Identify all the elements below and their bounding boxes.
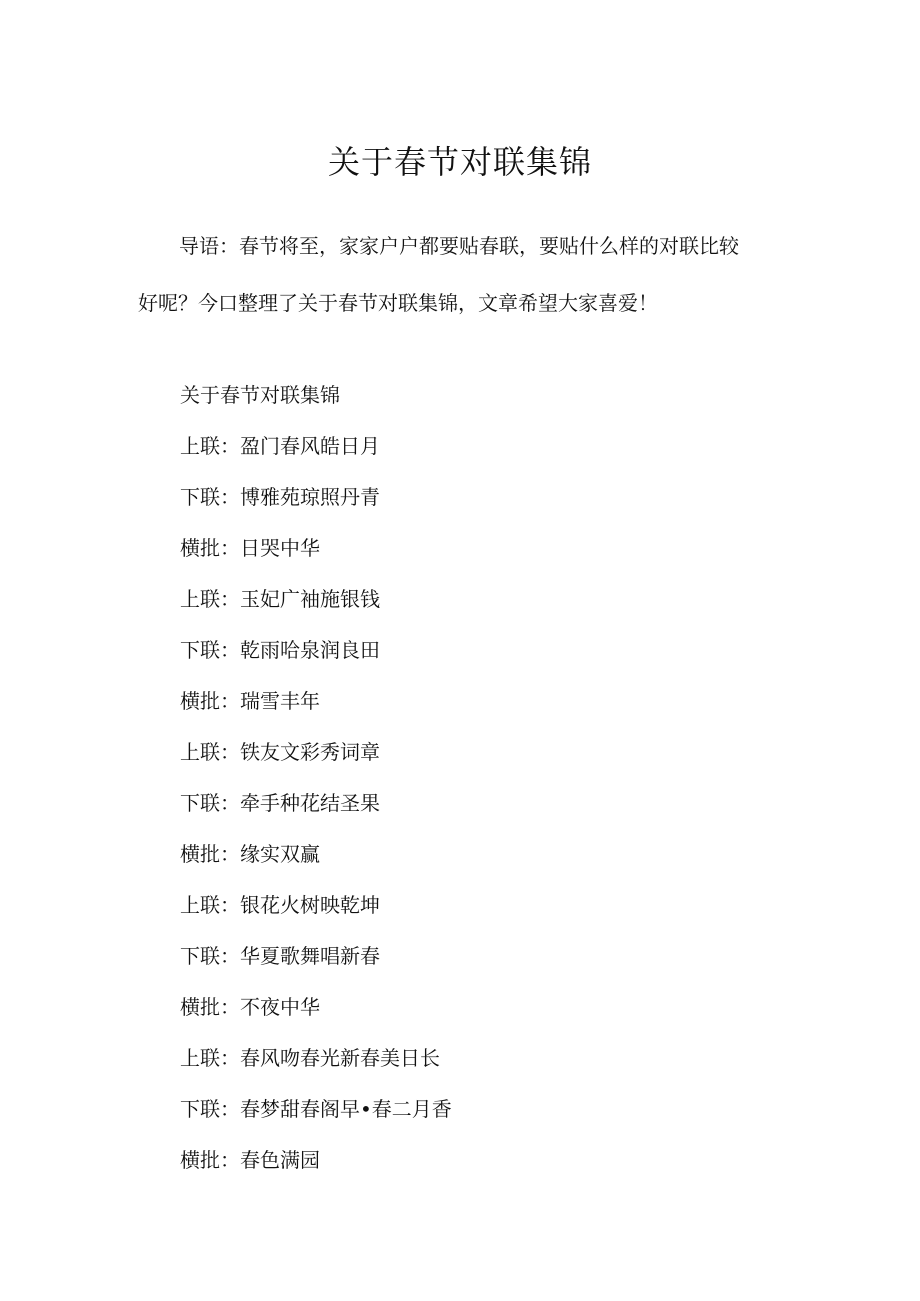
couplet-line: 下联：博雅苑琼照丹青 [180,485,380,509]
couplet-line: 下联：春梦甜春阁早•春二月香 [180,1097,452,1121]
couplet-line: 下联：乾雨哈泉润良田 [180,638,380,662]
couplet-list [180,377,780,1193]
section-heading: 关于春节对联集锦 [180,383,340,407]
document-title: 关于春节对联集锦 [327,143,592,181]
couplet-line: 上联：玉妃广袖施银钱 [180,587,380,611]
intro-paragraph [138,228,758,342]
couplet-line: 横批：瑞雪丰年 [180,689,320,713]
couplet-line: 上联：春风吻春光新春美日长 [180,1046,440,1070]
couplet-line: 上联：银花火树映乾坤 [180,893,380,917]
couplet-line: 横批：春色满园 [180,1148,320,1172]
couplet-line: 上联：盈门春风皓日月 [180,434,380,458]
couplet-line: 横批：不夜中华 [180,995,320,1019]
couplet-line: 上联：铁友文彩秀词章 [180,740,380,764]
couplet-line: 横批：缘实双赢 [180,842,320,866]
intro-line-2: 好呢？今口整理了关于春节对联集锦，文章希望大家喜爱！ [138,291,658,315]
couplet-line: 横批：日哭中华 [180,536,320,560]
couplet-line: 下联：华夏歌舞唱新春 [180,944,380,968]
intro-line-1: 导语：春节将至，家家户户都要贴春联，要贴什么样的对联比较 [179,234,739,258]
couplet-line: 下联：牵手种花结圣果 [180,791,380,815]
